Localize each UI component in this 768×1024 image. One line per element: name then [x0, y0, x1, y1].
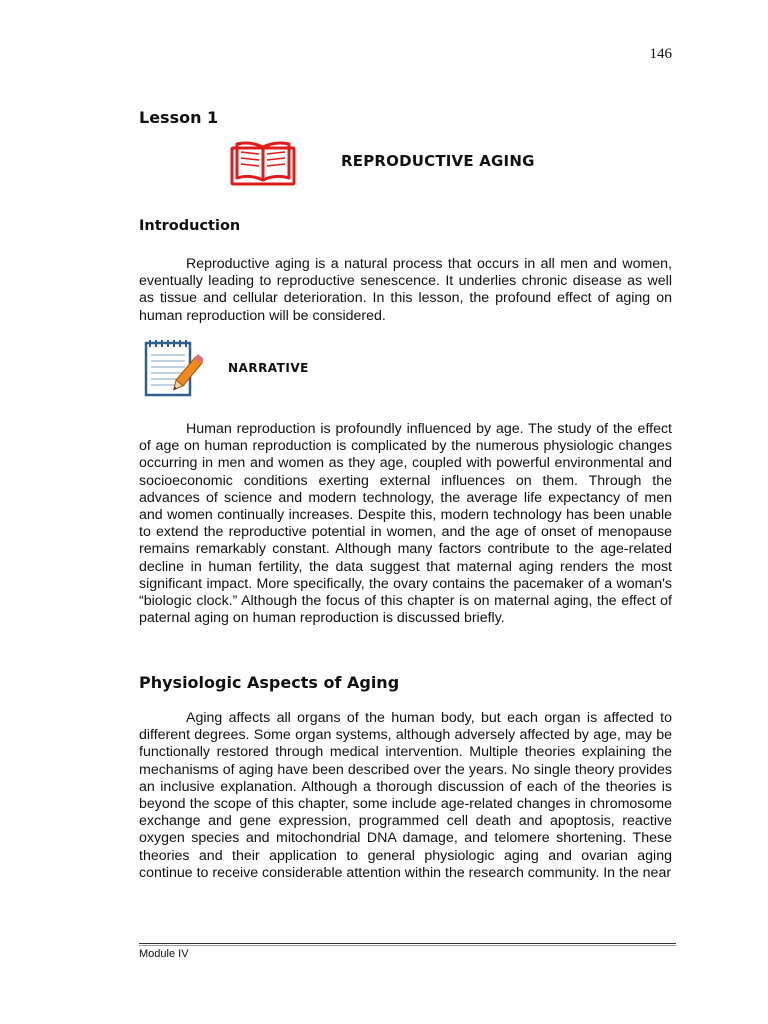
introduction-heading: Introduction [139, 218, 241, 234]
lesson-title: REPRODUCTIVE AGING [341, 152, 535, 170]
page-number: 146 [649, 46, 672, 62]
physiologic-heading: Physiologic Aspects of Aging [139, 673, 400, 692]
physiologic-paragraph: Aging affects all organs of the human body, but each organ is affected to different degrees. Some organ systems, although adversely affected by age, may be functionally restored through medical intervention. Multiple theories explaining the mechanisms of aging have been described over the years. No single theory provides an inclusive explanation. Although a thorough discussion of each of the theories is beyond the scope of this chapter, some include age-related changes in chromosome exchange and gene expression, programmed cell death and apoptosis, reactive oxygen species and mitochondrial DNA damage, and telomere shortening. These theories and their application to general physiologic aging and ovarian aging continue to receive considerable attention within the research community. In the near [139, 710, 672, 881]
introduction-paragraph: Reproductive aging is a natural process that occurs in all men and women, eventually leading to reproductive senescence. It underlies chronic disease as well as tissue and cellular deterioration. In this lesson, the profound effect of aging on human reproduction will be considered. [139, 256, 672, 324]
narrative-paragraph: Human reproduction is profoundly influenced by age. The study of the effect of age on human reproduction is complicated by the numerous physiologic changes occurring in men and women as they age, coupled with powerful environmental and socioeconomic conditions exerting external influences on them. Through the advances of science and modern technology, the average life expectancy of men and women continually increases. Despite this, modern technology has been unable to extend the reproductive potential in women, and the age of onset of menopause remains remarkably constant. Although many factors contribute to the age-related decline in human fertility, the data suggest that maternal aging renders the most significant impact. More specifically, the ovary contains the pacemaker of a woman's “biologic clock.” Although the focus of this chapter is on maternal aging, the effect of paternal aging on human reproduction is discussed briefly. [139, 421, 672, 627]
narrative-label: NARRATIVE [228, 361, 309, 375]
notepad-pencil-icon [141, 338, 203, 400]
footer-module-label: Module IV [139, 948, 189, 960]
open-book-icon [230, 140, 296, 186]
footer-rule [139, 943, 676, 946]
lesson-label: Lesson 1 [139, 108, 219, 127]
